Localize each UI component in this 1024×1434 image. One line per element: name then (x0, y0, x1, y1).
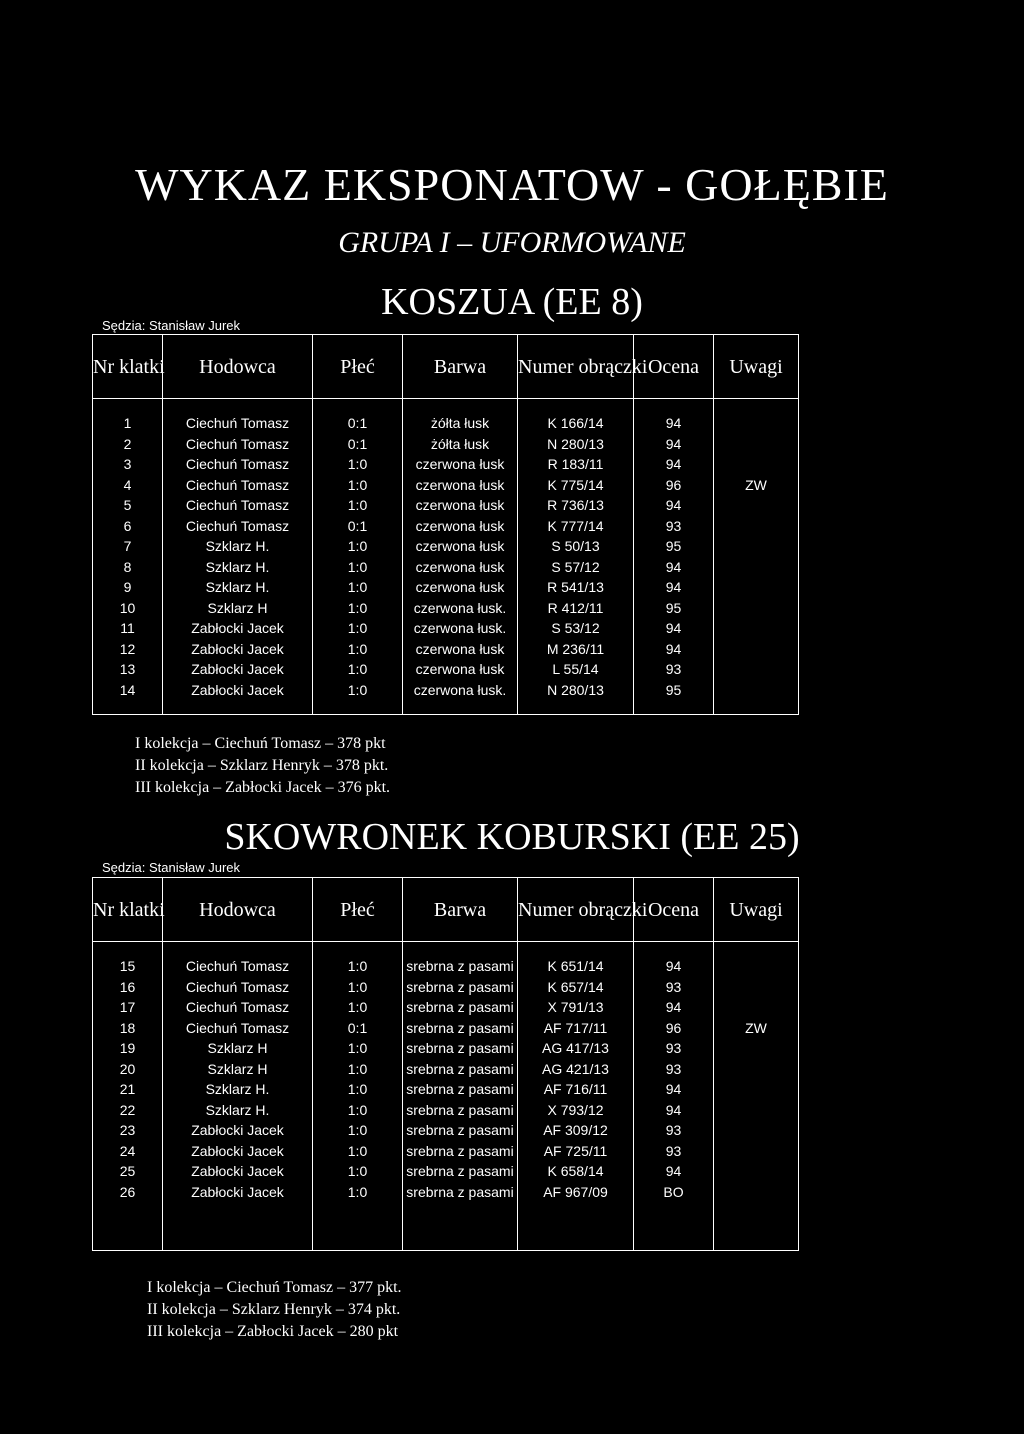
cell-numer: K 166/14 (518, 413, 634, 434)
header-ocena: Ocena (634, 335, 714, 399)
cell-uwagi (714, 516, 799, 537)
cell-nr: 18 (93, 1018, 163, 1039)
table-row (93, 1059, 799, 1080)
cell-hodowca: Ciechuń Tomasz (163, 413, 313, 434)
cell-hodowca: Ciechuń Tomasz (163, 977, 313, 998)
header-barwa: Barwa (403, 335, 518, 399)
cell-numer: R 736/13 (518, 495, 634, 516)
cell-hodowca: Zabłocki Jacek (163, 1120, 313, 1141)
cell-ocena: 94 (634, 1100, 714, 1121)
cell-numer: AF 716/11 (518, 1079, 634, 1100)
cell-uwagi (714, 1059, 799, 1080)
cell-numer: R 541/13 (518, 577, 634, 598)
cell-ocena: 94 (634, 997, 714, 1018)
cell-nr: 2 (93, 434, 163, 455)
cell-hodowca: Ciechuń Tomasz (163, 997, 313, 1018)
cell-nr: 19 (93, 1038, 163, 1059)
cell-uwagi (714, 598, 799, 619)
table-row (93, 475, 799, 496)
cell-barwa: czerwona łusk (403, 475, 518, 496)
cell-nr: 14 (93, 680, 163, 701)
cell-nr: 25 (93, 1161, 163, 1182)
cell-nr: 26 (93, 1182, 163, 1203)
table-row (93, 434, 799, 455)
header-hodowca: Hodowca (163, 335, 313, 399)
cell-barwa: czerwona łusk (403, 639, 518, 660)
cell-plec: 1:0 (313, 977, 403, 998)
cell-hodowca: Zabłocki Jacek (163, 618, 313, 639)
cell-uwagi (714, 1182, 799, 1203)
table-row (93, 495, 799, 516)
cell-hodowca: Szklarz H. (163, 1100, 313, 1121)
cell-numer: M 236/11 (518, 639, 634, 660)
cell-uwagi (714, 1038, 799, 1059)
cell-hodowca: Zabłocki Jacek (163, 1161, 313, 1182)
cell-uwagi (714, 454, 799, 475)
group-subtitle: GRUPA I – UFORMOWANE (338, 226, 686, 259)
table-row (93, 997, 799, 1018)
cell-barwa: czerwona łusk (403, 536, 518, 557)
cell-barwa: srebrna z pasami (403, 997, 518, 1018)
cell-uwagi (714, 1120, 799, 1141)
cell-barwa: srebrna z pasami (403, 1141, 518, 1162)
cell-numer: N 280/13 (518, 434, 634, 455)
cell-uwagi (714, 495, 799, 516)
cell-numer: N 280/13 (518, 680, 634, 701)
cell-nr: 7 (93, 536, 163, 557)
cell-nr: 20 (93, 1059, 163, 1080)
cell-hodowca: Ciechuń Tomasz (163, 475, 313, 496)
cell-hodowca: Zabłocki Jacek (163, 1182, 313, 1203)
table-row (93, 680, 799, 701)
cell-uwagi (714, 680, 799, 701)
cell-uwagi (714, 977, 799, 998)
cell-plec: 1:0 (313, 1038, 403, 1059)
cell-nr: 12 (93, 639, 163, 660)
cell-ocena: 93 (634, 1120, 714, 1141)
cell-numer: AG 421/13 (518, 1059, 634, 1080)
header-barwa: Barwa (403, 878, 518, 942)
cell-plec: 1:0 (313, 1161, 403, 1182)
cell-hodowca: Zabłocki Jacek (163, 1141, 313, 1162)
table-row (93, 557, 799, 578)
cell-plec: 0:1 (313, 413, 403, 434)
table-row (93, 413, 799, 434)
cell-uwagi: ZW (714, 475, 799, 496)
cell-uwagi (714, 434, 799, 455)
cell-uwagi: ZW (714, 1018, 799, 1039)
cell-uwagi (714, 1141, 799, 1162)
cell-ocena: 93 (634, 977, 714, 998)
cell-uwagi (714, 956, 799, 977)
collection-line: II kolekcja – Szklarz Henryk – 378 pkt. (135, 757, 389, 774)
cell-nr: 17 (93, 997, 163, 1018)
cell-hodowca: Szklarz H (163, 1038, 313, 1059)
cell-uwagi (714, 659, 799, 680)
collection-line: III kolekcja – Zabłocki Jacek – 280 pkt (147, 1323, 399, 1340)
cell-nr: 22 (93, 1100, 163, 1121)
cell-plec: 1:0 (313, 495, 403, 516)
table-row (93, 618, 799, 639)
cell-plec: 1:0 (313, 577, 403, 598)
cell-nr: 1 (93, 413, 163, 434)
cell-hodowca: Ciechuń Tomasz (163, 1018, 313, 1039)
cell-ocena: 95 (634, 680, 714, 701)
cell-numer: AF 717/11 (518, 1018, 634, 1039)
table-row (93, 1161, 799, 1182)
cell-plec: 1:0 (313, 1141, 403, 1162)
cell-nr: 24 (93, 1141, 163, 1162)
cell-ocena: 94 (634, 1161, 714, 1182)
collection-line: I kolekcja – Ciechuń Tomasz – 378 pkt (135, 735, 386, 752)
cell-nr: 16 (93, 977, 163, 998)
cell-numer: L 55/14 (518, 659, 634, 680)
cell-hodowca: Ciechuń Tomasz (163, 495, 313, 516)
cell-barwa: czerwona łusk (403, 577, 518, 598)
cell-barwa: srebrna z pasami (403, 1161, 518, 1182)
cell-plec: 0:1 (313, 434, 403, 455)
cell-plec: 1:0 (313, 956, 403, 977)
cell-numer: R 183/11 (518, 454, 634, 475)
exhibit-table-skowronek (92, 877, 799, 1251)
cell-numer: K 658/14 (518, 1161, 634, 1182)
cell-hodowca: Szklarz H. (163, 1079, 313, 1100)
cell-hodowca: Szklarz H. (163, 536, 313, 557)
header-hodowca: Hodowca (163, 878, 313, 942)
cell-plec: 1:0 (313, 659, 403, 680)
table-row (93, 598, 799, 619)
cell-plec: 1:0 (313, 454, 403, 475)
table-row (93, 577, 799, 598)
table-row (93, 536, 799, 557)
cell-numer: S 50/13 (518, 536, 634, 557)
cell-ocena: 93 (634, 1059, 714, 1080)
table-row (93, 516, 799, 537)
header-plec: Płeć (313, 335, 403, 399)
cell-numer: K 777/14 (518, 516, 634, 537)
cell-plec: 0:1 (313, 516, 403, 537)
table-row (93, 1100, 799, 1121)
cell-numer: AF 725/11 (518, 1141, 634, 1162)
header-numer: Numer obrączki (518, 335, 634, 399)
cell-uwagi (714, 1079, 799, 1100)
cell-ocena: 94 (634, 618, 714, 639)
cell-ocena: 95 (634, 536, 714, 557)
cell-hodowca: Szklarz H. (163, 557, 313, 578)
table-row (93, 956, 799, 977)
cell-ocena: 93 (634, 659, 714, 680)
cell-plec: 1:0 (313, 639, 403, 660)
cell-hodowca: Ciechuń Tomasz (163, 434, 313, 455)
cell-nr: 6 (93, 516, 163, 537)
cell-nr: 5 (93, 495, 163, 516)
page-title: WYKAZ EKSPONATOW - GOŁĘBIE (135, 159, 889, 210)
cell-plec: 1:0 (313, 1182, 403, 1203)
cell-hodowca: Ciechuń Tomasz (163, 956, 313, 977)
cell-numer: AF 967/09 (518, 1182, 634, 1203)
cell-ocena: 94 (634, 434, 714, 455)
cell-barwa: srebrna z pasami (403, 1079, 518, 1100)
cell-ocena: 94 (634, 495, 714, 516)
cell-nr: 11 (93, 618, 163, 639)
cell-nr: 9 (93, 577, 163, 598)
header-ocena: Ocena (634, 878, 714, 942)
collection-summary-skowronek (147, 1277, 402, 1343)
collection-line: III kolekcja – Zabłocki Jacek – 376 pkt. (135, 779, 391, 796)
cell-uwagi (714, 618, 799, 639)
cell-nr: 15 (93, 956, 163, 977)
cell-plec: 1:0 (313, 557, 403, 578)
cell-barwa: żółta łusk (403, 413, 518, 434)
cell-plec: 0:1 (313, 1018, 403, 1039)
cell-plec: 1:0 (313, 536, 403, 557)
cell-ocena: 94 (634, 1079, 714, 1100)
table-body (93, 942, 799, 1251)
cell-plec: 1:0 (313, 997, 403, 1018)
cell-ocena: 93 (634, 1038, 714, 1059)
cell-hodowca: Szklarz H (163, 1059, 313, 1080)
header-numer: Numer obrączki (518, 878, 634, 942)
cell-nr: 3 (93, 454, 163, 475)
cell-uwagi (714, 536, 799, 557)
cell-nr: 4 (93, 475, 163, 496)
cell-numer: AG 417/13 (518, 1038, 634, 1059)
cell-ocena: 94 (634, 557, 714, 578)
cell-hodowca: Szklarz H (163, 598, 313, 619)
cell-barwa: czerwona łusk (403, 516, 518, 537)
cell-uwagi (714, 1161, 799, 1182)
table-row (93, 1079, 799, 1100)
cell-ocena: 94 (634, 956, 714, 977)
header-nr: Nr klatki (93, 335, 163, 399)
cell-barwa: żółta łusk (403, 434, 518, 455)
cell-barwa: czerwona łusk. (403, 680, 518, 701)
cell-barwa: srebrna z pasami (403, 1120, 518, 1141)
cell-ocena: 94 (634, 454, 714, 475)
cell-numer: X 793/12 (518, 1100, 634, 1121)
cell-nr: 21 (93, 1079, 163, 1100)
cell-nr: 8 (93, 557, 163, 578)
table-row (93, 639, 799, 660)
table-row (93, 1038, 799, 1059)
cell-numer: R 412/11 (518, 598, 634, 619)
header-uwagi: Uwagi (714, 878, 799, 942)
cell-ocena: BO (634, 1182, 714, 1203)
cell-numer: AF 309/12 (518, 1120, 634, 1141)
cell-plec: 1:0 (313, 1079, 403, 1100)
cell-uwagi (714, 997, 799, 1018)
cell-plec: 1:0 (313, 1120, 403, 1141)
exhibit-table-koszua (92, 334, 799, 715)
cell-ocena: 94 (634, 413, 714, 434)
cell-barwa: czerwona łusk (403, 454, 518, 475)
cell-nr: 10 (93, 598, 163, 619)
cell-nr: 13 (93, 659, 163, 680)
cell-barwa: srebrna z pasami (403, 1018, 518, 1039)
header-nr: Nr klatki (93, 878, 163, 942)
cell-barwa: srebrna z pasami (403, 1182, 518, 1203)
cell-plec: 1:0 (313, 475, 403, 496)
cell-plec: 1:0 (313, 680, 403, 701)
cell-barwa: czerwona łusk (403, 557, 518, 578)
cell-hodowca: Zabłocki Jacek (163, 659, 313, 680)
cell-barwa: czerwona łusk. (403, 598, 518, 619)
cell-barwa: czerwona łusk. (403, 618, 518, 639)
collection-line: I kolekcja – Ciechuń Tomasz – 377 pkt. (147, 1279, 402, 1296)
cell-plec: 1:0 (313, 598, 403, 619)
cell-barwa: czerwona łusk (403, 659, 518, 680)
cell-uwagi (714, 1100, 799, 1121)
breed-title-koszua: KOSZUA (EE 8) (381, 281, 643, 323)
cell-barwa: srebrna z pasami (403, 1100, 518, 1121)
cell-plec: 1:0 (313, 618, 403, 639)
cell-numer: S 53/12 (518, 618, 634, 639)
cell-hodowca: Ciechuń Tomasz (163, 454, 313, 475)
cell-uwagi (714, 639, 799, 660)
cell-hodowca: Szklarz H. (163, 577, 313, 598)
collection-summary-koszua (135, 733, 390, 799)
cell-ocena: 94 (634, 639, 714, 660)
table-row (93, 1141, 799, 1162)
table-row (93, 659, 799, 680)
cell-ocena: 96 (634, 475, 714, 496)
breed-title-skowronek: SKOWRONEK KOBURSKI (EE 25) (224, 816, 800, 858)
cell-barwa: czerwona łusk (403, 495, 518, 516)
cell-barwa: srebrna z pasami (403, 977, 518, 998)
judge-label: Sędzia: Stanisław Jurek (102, 860, 241, 875)
header-plec: Płeć (313, 878, 403, 942)
cell-plec: 1:0 (313, 1059, 403, 1080)
cell-ocena: 93 (634, 516, 714, 537)
table-row (93, 1018, 799, 1039)
cell-uwagi (714, 557, 799, 578)
cell-numer: K 651/14 (518, 956, 634, 977)
cell-hodowca: Zabłocki Jacek (163, 680, 313, 701)
cell-barwa: srebrna z pasami (403, 1038, 518, 1059)
judge-label: Sędzia: Stanisław Jurek (102, 318, 241, 333)
cell-ocena: 95 (634, 598, 714, 619)
collection-line: II kolekcja – Szklarz Henryk – 374 pkt. (147, 1301, 401, 1318)
cell-plec: 1:0 (313, 1100, 403, 1121)
cell-ocena: 93 (634, 1141, 714, 1162)
cell-uwagi (714, 577, 799, 598)
cell-ocena: 96 (634, 1018, 714, 1039)
table-row (93, 454, 799, 475)
table-body (93, 399, 799, 715)
cell-hodowca: Ciechuń Tomasz (163, 516, 313, 537)
cell-nr: 23 (93, 1120, 163, 1141)
header-uwagi: Uwagi (714, 335, 799, 399)
table-row (93, 1182, 799, 1203)
cell-barwa: srebrna z pasami (403, 1059, 518, 1080)
table-row (93, 977, 799, 998)
cell-hodowca: Zabłocki Jacek (163, 639, 313, 660)
cell-ocena: 94 (634, 577, 714, 598)
cell-numer: X 791/13 (518, 997, 634, 1018)
table-row (93, 1120, 799, 1141)
cell-numer: K 775/14 (518, 475, 634, 496)
cell-numer: S 57/12 (518, 557, 634, 578)
cell-barwa: srebrna z pasami (403, 956, 518, 977)
cell-numer: K 657/14 (518, 977, 634, 998)
cell-uwagi (714, 413, 799, 434)
